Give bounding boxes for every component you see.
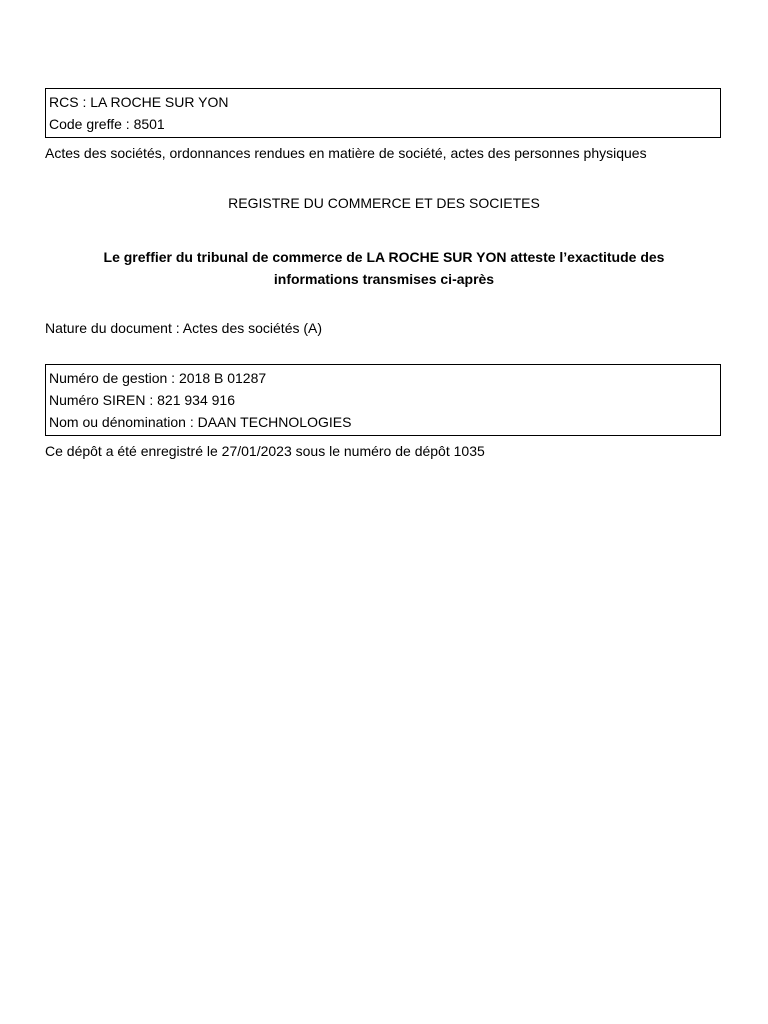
attestation-line-1: Le greffier du tribunal de commerce de LA ROCHE SUR YON atteste l’exactitude des: [103, 249, 665, 265]
company-info-box: [45, 364, 721, 436]
rcs-info-box: [45, 88, 721, 138]
rcs-label: RCS : LA ROCHE SUR YON: [49, 94, 229, 110]
depot-record: Ce dépôt a été enregistré le 27/01/2023 sous le numéro de dépôt 1035: [45, 443, 485, 459]
attestation-line-2: informations transmises ci-après: [273, 271, 495, 287]
code-greffe-label: Code greffe : 8501: [49, 116, 165, 132]
attestation-block: [40, 246, 728, 290]
denomination: Nom ou dénomination : DAAN TECHNOLOGIES: [49, 414, 352, 430]
numero-gestion: Numéro de gestion : 2018 B 01287: [49, 370, 267, 386]
actes-description: Actes des sociétés, ordonnances rendues en matière de société, actes des personnes physiques: [45, 145, 647, 161]
nature-document: Nature du document : Actes des sociétés (A): [45, 320, 323, 336]
numero-siren: Numéro SIREN : 821 934 916: [49, 392, 235, 408]
registre-title: REGISTRE DU COMMERCE ET DES SOCIETES: [228, 195, 540, 211]
